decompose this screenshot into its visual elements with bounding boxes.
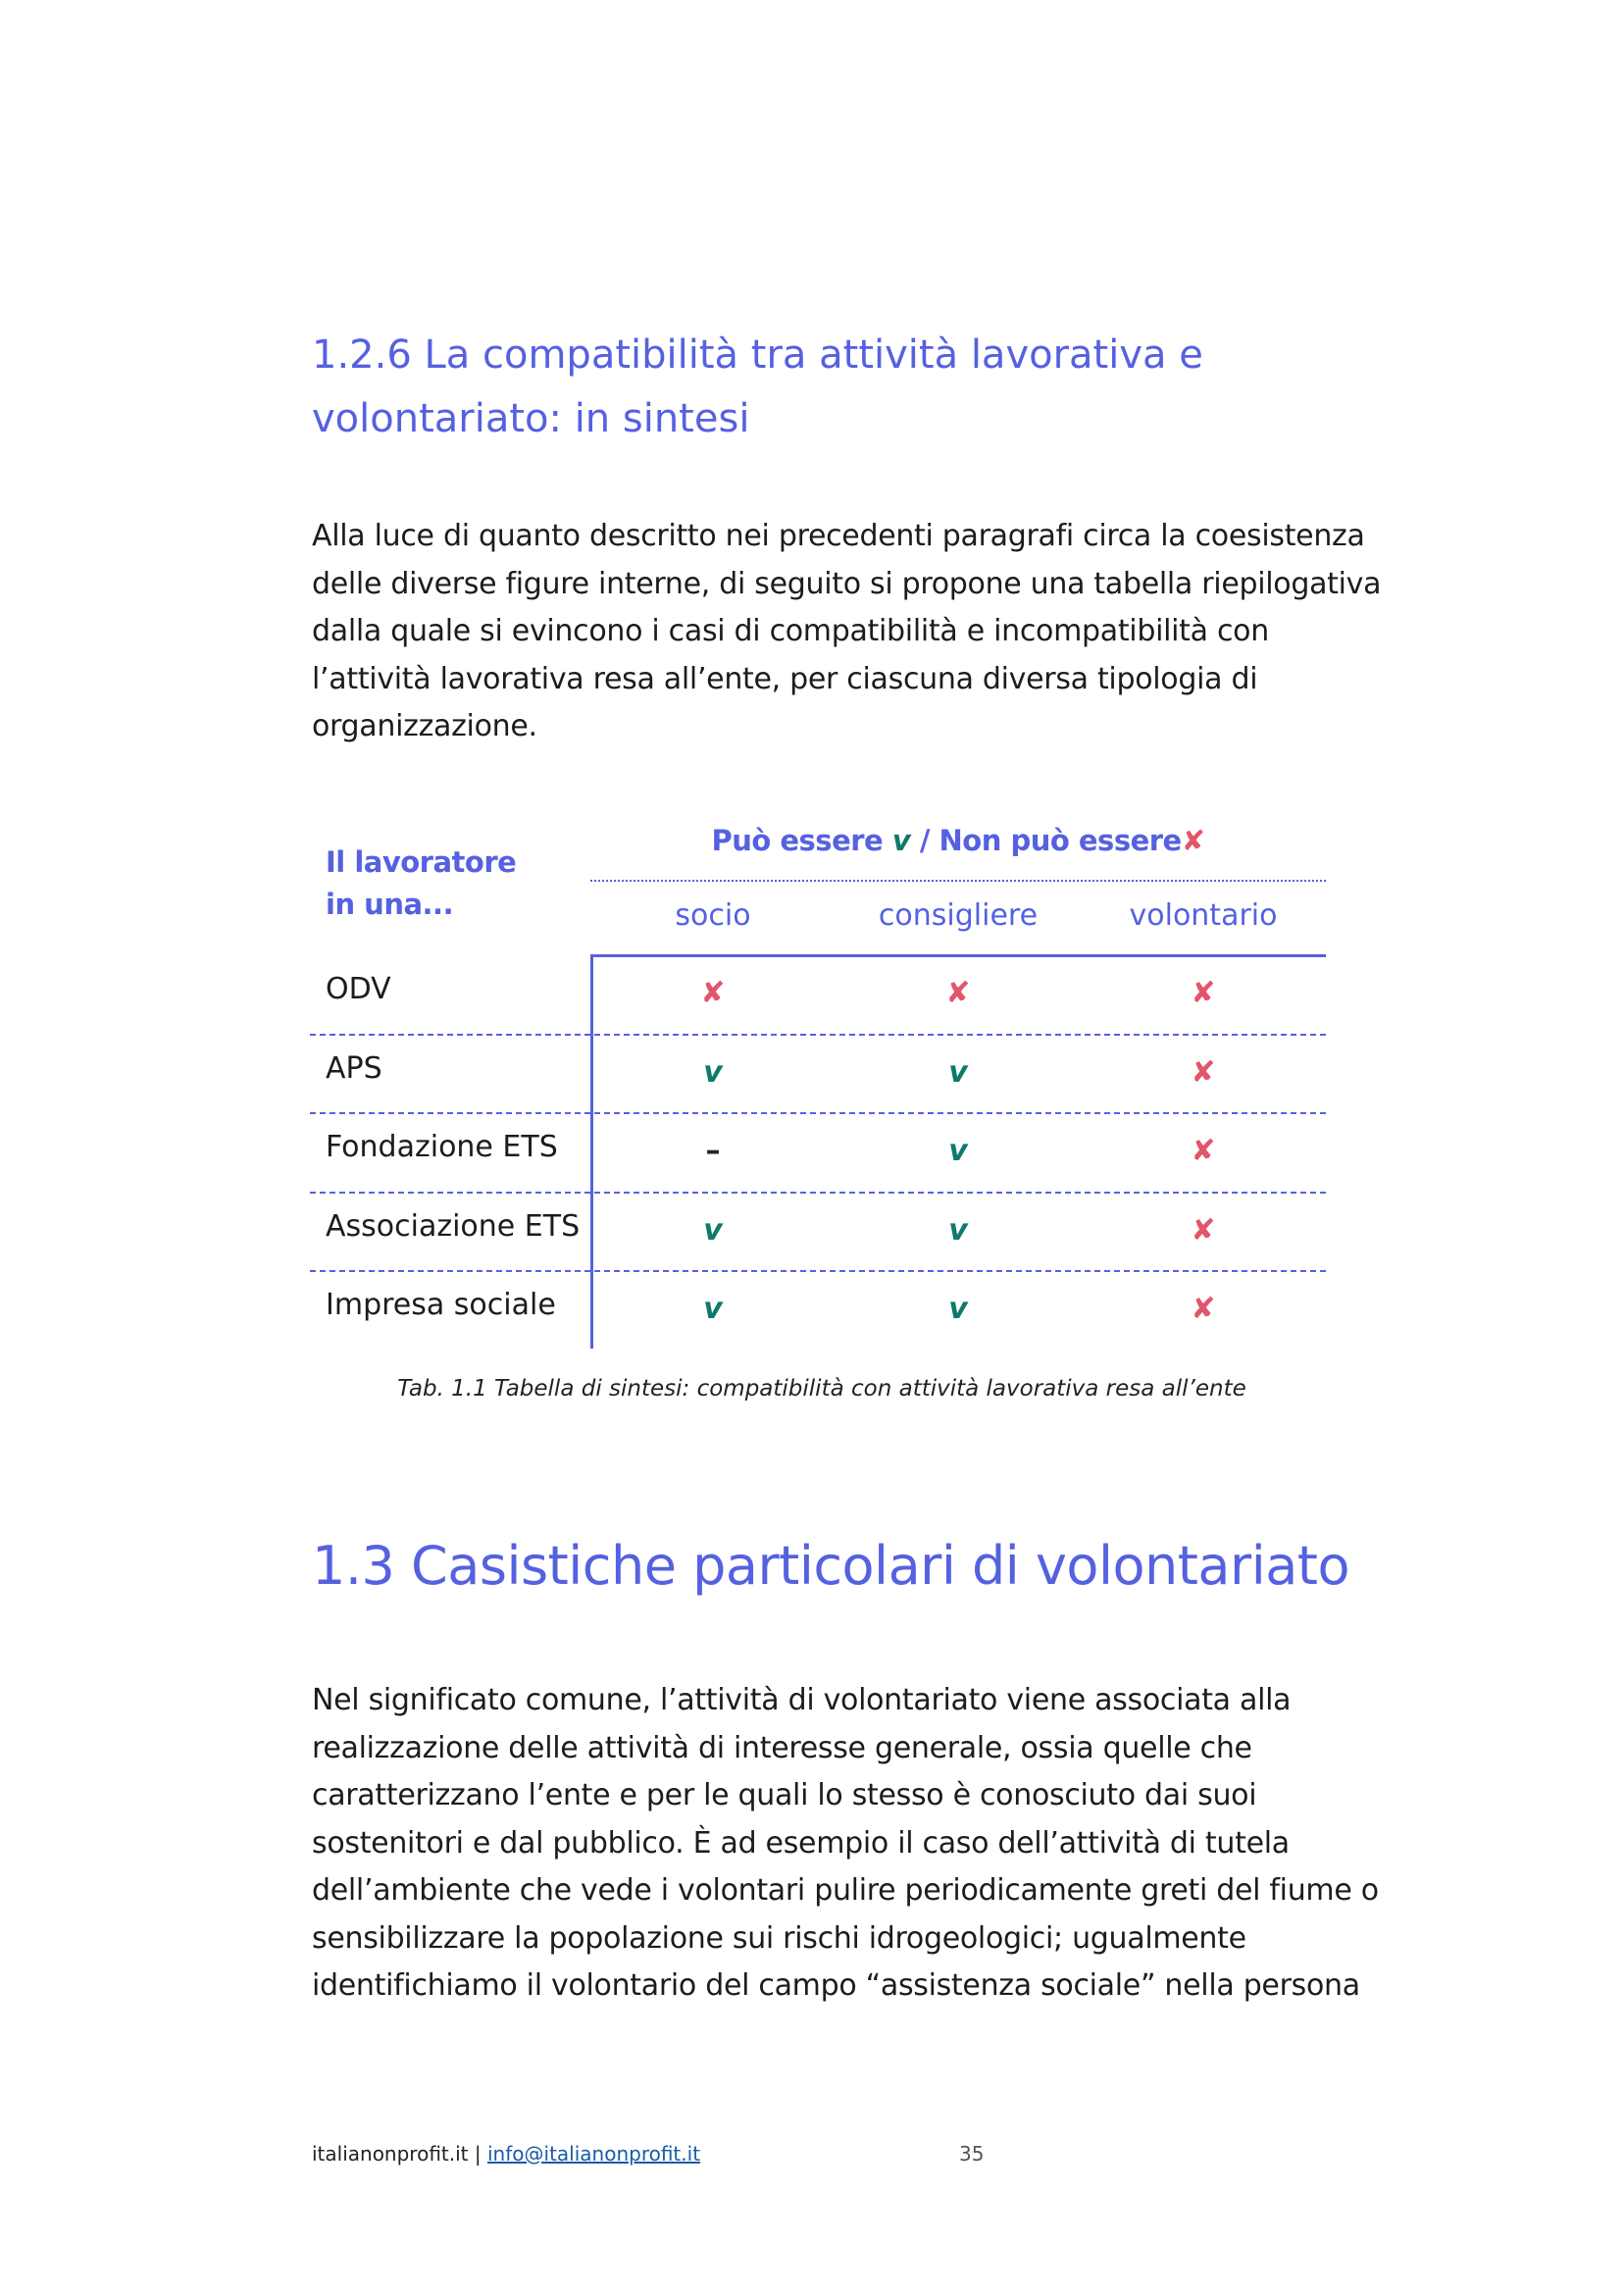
table-caption: Tab. 1.1 Tabella di sintesi: compatibilità con attività lavorativa resa all’ente <box>397 1376 1246 1402</box>
header-divider <box>590 954 1326 957</box>
body-paragraph <box>312 1677 1379 2011</box>
cross-icon: ✘ <box>1191 976 1216 1010</box>
check-icon: v <box>703 1212 723 1248</box>
summary-table <box>310 814 1326 1349</box>
column-header-volontario: volontario <box>1129 898 1278 933</box>
body-line: identifichiamo il volontario del campo “assistenza sociale” nella persona <box>312 1968 1360 2003</box>
intro-line: Alla luce di quanto descritto nei precedenti paragrafi circa la coesistenza <box>312 519 1365 553</box>
body-line: dell’ambiente che vede i volontari pulire periodicamente greti del fiume o <box>312 1873 1379 1908</box>
body-line: Nel significato comune, l’attività di volontariato viene associata alla <box>312 1683 1292 1717</box>
intro-line: delle diverse figure interne, di seguito si propone una tabella riepilogativa <box>312 566 1382 601</box>
intro-line: organizzazione. <box>312 709 537 743</box>
body-line: sostenitori e dal pubblico. È ad esempio il caso dell’attività di tutela <box>312 1825 1290 1861</box>
row-divider <box>310 1192 1326 1194</box>
row-label: ODV <box>326 972 391 1006</box>
row-label: Impresa sociale <box>326 1288 556 1322</box>
footer-site: italianonprofit.it <box>312 2142 469 2166</box>
check-icon: v <box>703 1292 723 1326</box>
footer-separator: | <box>474 2142 482 2166</box>
cross-icon: ✘ <box>945 976 971 1010</box>
intro-paragraph <box>312 513 1382 751</box>
intro-line: l’attività lavorativa resa all’ente, per ciascuna diversa tipologia di <box>312 661 1258 696</box>
body-line: caratterizzano l’ente e per le quali lo stesso è conosciuto dai suoi <box>312 1778 1257 1812</box>
row-divider <box>310 1270 1326 1272</box>
cross-icon: ✘ <box>1191 1134 1216 1168</box>
row-header-line-2: in una... <box>326 888 454 921</box>
group-header-divider <box>590 880 1326 882</box>
section-title <box>312 324 1342 451</box>
group-header-no: Non può essere <box>939 824 1182 857</box>
check-icon: v <box>948 1292 968 1326</box>
group-header-separator: / <box>919 824 930 857</box>
footer <box>312 2142 700 2166</box>
cross-icon: ✘ <box>1191 1212 1216 1248</box>
cross-icon: ✘ <box>1181 824 1205 857</box>
row-header-line-1: Il lavoratore <box>326 845 517 879</box>
column-header-socio: socio <box>675 898 751 933</box>
check-icon: v <box>703 1054 723 1090</box>
intro-line: dalla quale si evincono i casi di compatibilità e incompatibilità con <box>312 614 1269 648</box>
cross-icon: ✘ <box>1191 1054 1216 1090</box>
check-icon: v <box>948 1212 968 1248</box>
section-title-line-2: volontariato: in sintesi <box>312 396 750 441</box>
cross-icon: ✘ <box>700 976 726 1010</box>
footer-email-link[interactable]: info@italianonprofit.it <box>487 2142 701 2166</box>
page-number: 35 <box>959 2142 985 2166</box>
row-divider <box>310 1112 1326 1114</box>
row-label: APS <box>326 1050 382 1086</box>
check-icon: v <box>891 824 911 857</box>
column-header-consigliere: consigliere <box>878 898 1039 933</box>
group-header <box>590 824 1326 857</box>
cross-icon: ✘ <box>1191 1292 1216 1326</box>
group-header-yes: Può essere <box>711 824 884 857</box>
row-label: Associazione ETS <box>326 1208 581 1244</box>
row-header-label <box>326 841 516 926</box>
body-line: realizzazione delle attività di interesse generale, ossia quelle che <box>312 1730 1252 1765</box>
check-icon: v <box>948 1054 968 1090</box>
row-label: Fondazione ETS <box>326 1130 558 1164</box>
section-heading: 1.3 Casistiche particolari di volontariato <box>312 1535 1349 1597</box>
section-title-line-1: 1.2.6 La compatibilità tra attività lavorativa e <box>312 332 1203 378</box>
body-line: sensibilizzare la popolazione sui rischi idrogeologici; ugualmente <box>312 1920 1246 1956</box>
row-divider <box>310 1034 1326 1036</box>
check-icon: v <box>948 1134 968 1168</box>
dash-icon: – <box>705 1134 721 1168</box>
